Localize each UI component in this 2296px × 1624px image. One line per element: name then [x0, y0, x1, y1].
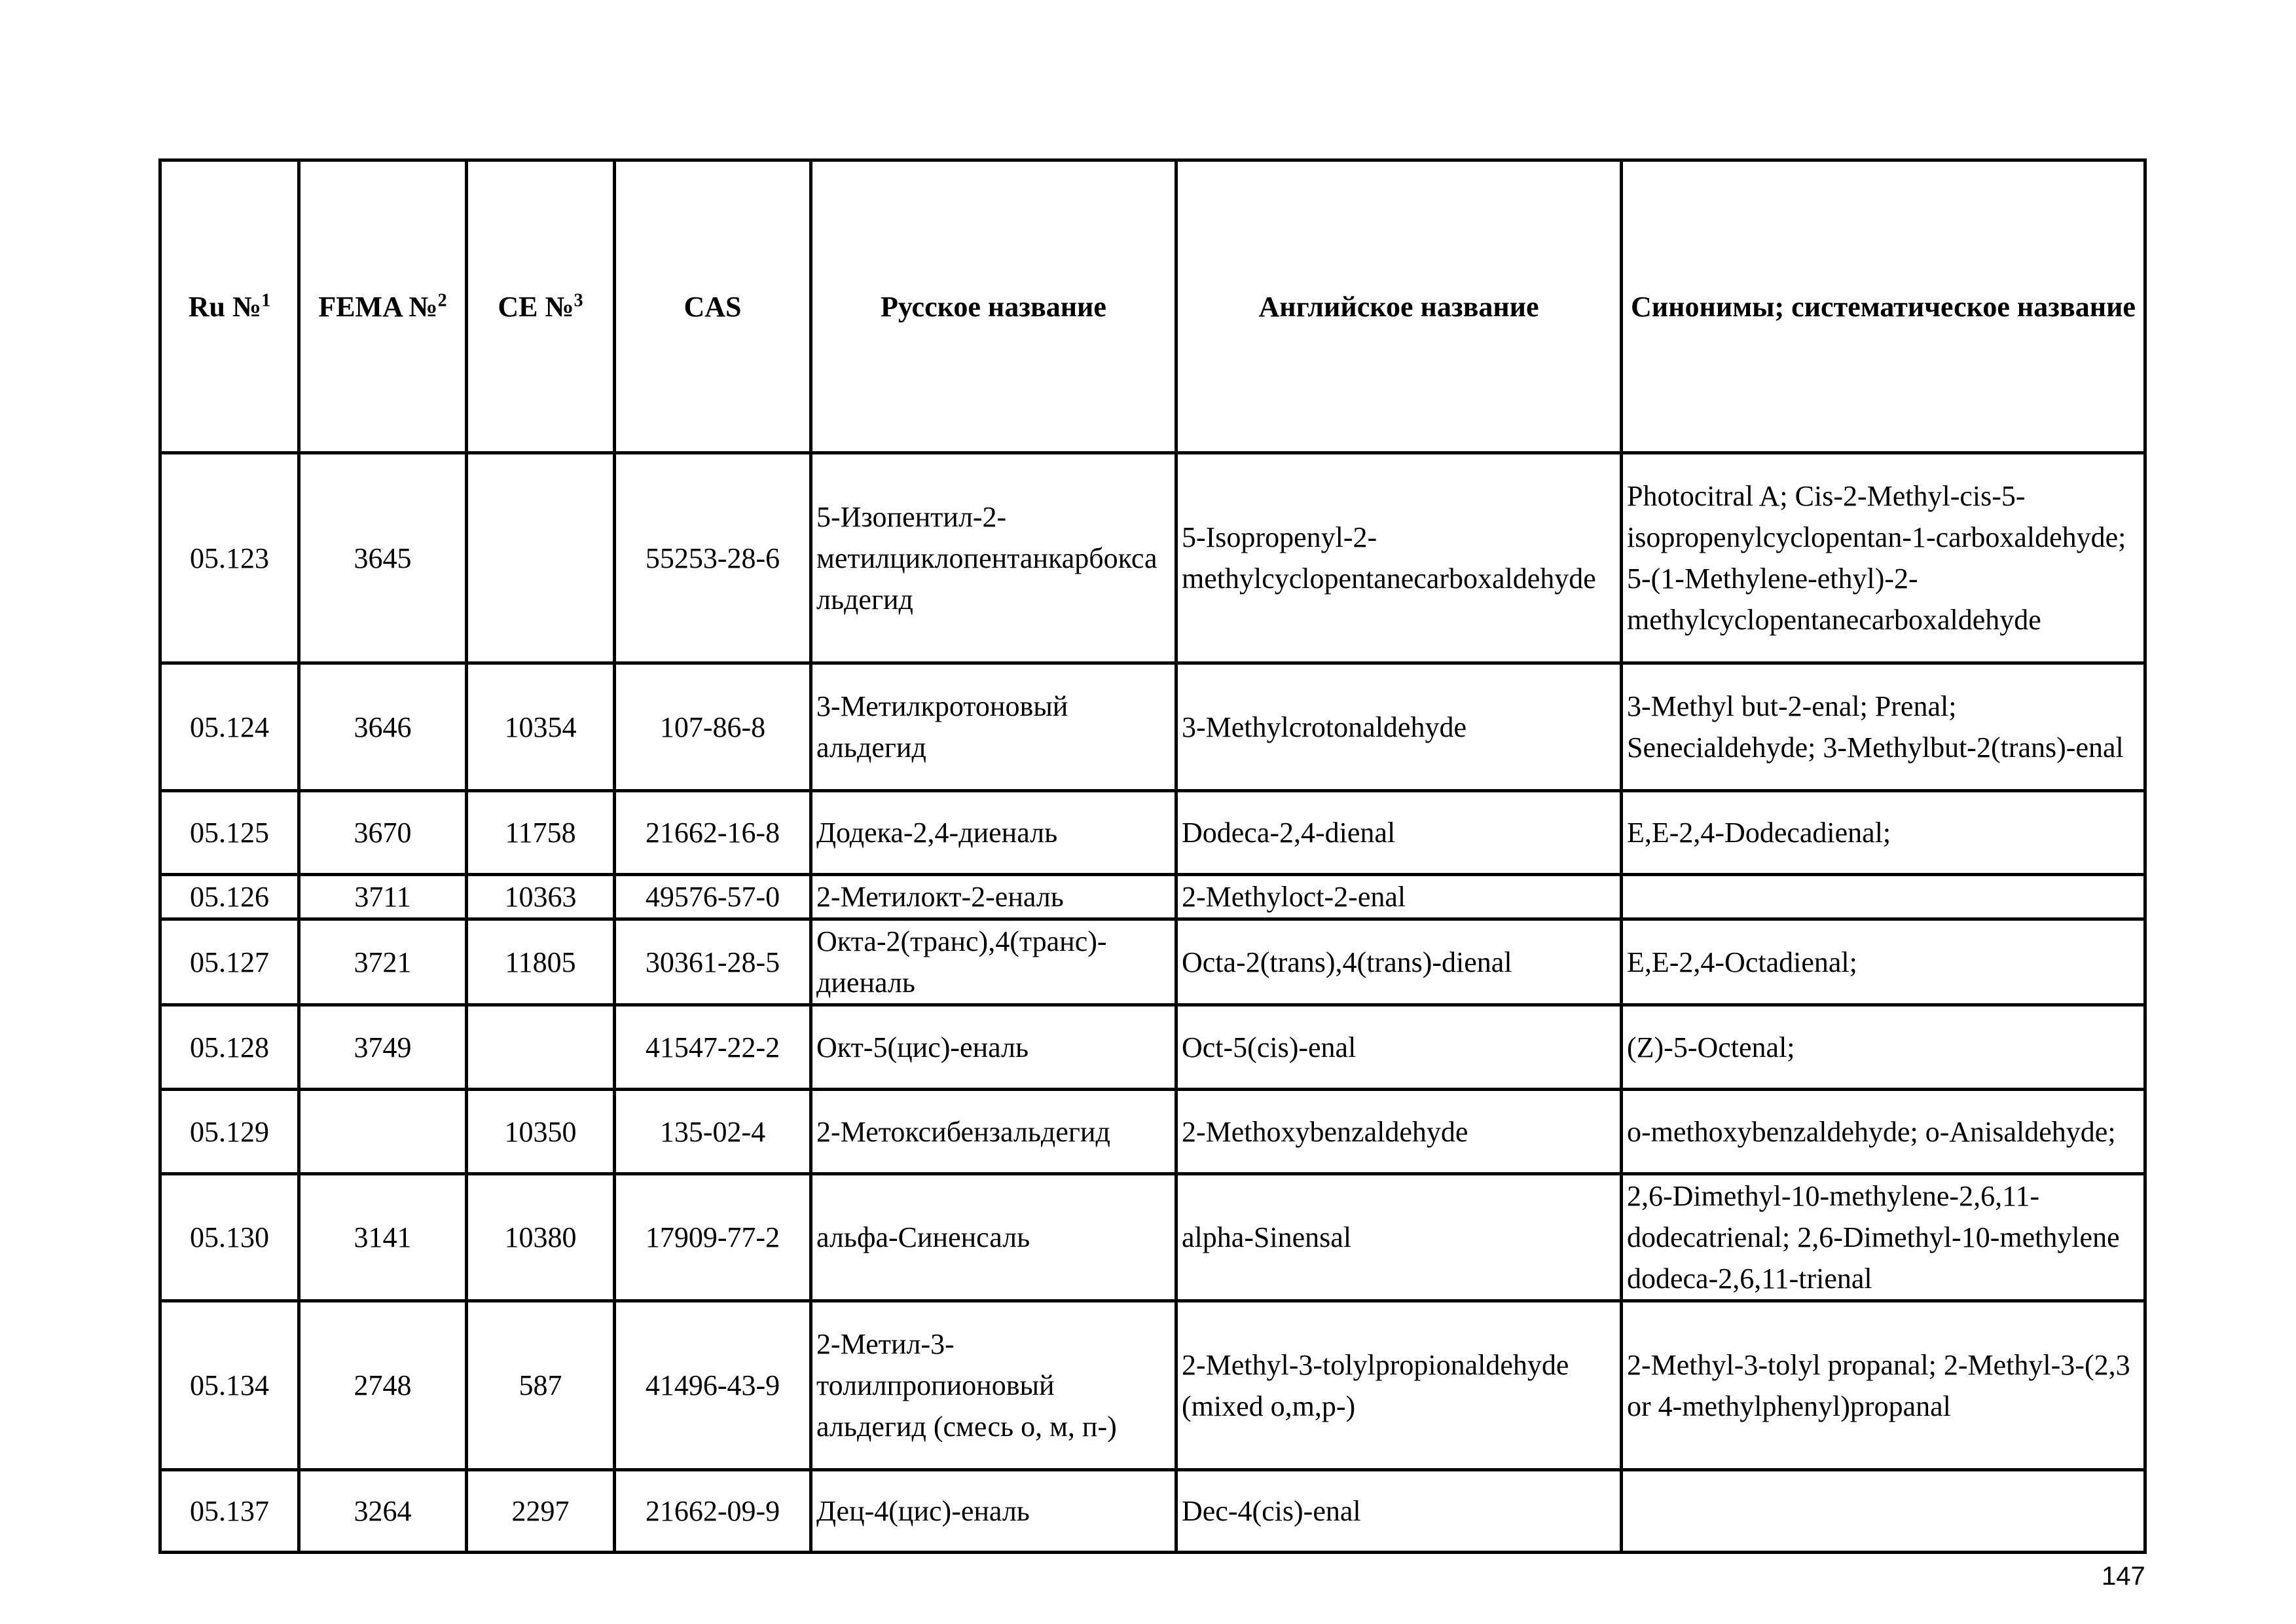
cell-fema: 3141 [299, 1174, 467, 1301]
table-row [160, 1301, 2145, 1470]
header-ru-no-label: Ru № [188, 290, 262, 323]
cell-ru: 05.137 [160, 1470, 299, 1553]
cell-cas: 41496-43-9 [615, 1301, 811, 1470]
cell-ce: 2297 [467, 1470, 615, 1553]
cell-fema: 2748 [299, 1301, 467, 1470]
cell-ce: 10354 [467, 663, 615, 791]
cell-rus: Окт-5(цис)-еналь [811, 1005, 1176, 1090]
table-row [160, 1005, 2145, 1090]
cell-eng: 5-Isopropenyl-2-methylcyclopentanecarboxaldehyde [1176, 453, 1622, 663]
footnote-ref: 2 [437, 289, 447, 310]
cell-ce: 11805 [467, 919, 615, 1005]
cell-syn: (Z)-5-Octenal; [1622, 1005, 2145, 1090]
cell-cas: 55253-28-6 [615, 453, 811, 663]
table-row [160, 875, 2145, 919]
cell-ru: 05.130 [160, 1174, 299, 1301]
cell-syn: 2,6-Dimethyl-10-methylene-2,6,11-dodecatrienal; 2,6-Dimethyl-10-methylene dodeca-2,6,11-trienal [1622, 1174, 2145, 1301]
cell-fema: 3645 [299, 453, 467, 663]
cell-ru: 05.123 [160, 453, 299, 663]
cell-cas: 17909-77-2 [615, 1174, 811, 1301]
cell-syn: E,E-2,4-Octadienal; [1622, 919, 2145, 1005]
cell-fema: 3670 [299, 791, 467, 875]
cell-fema: 3749 [299, 1005, 467, 1090]
cell-ce: 10350 [467, 1090, 615, 1174]
header-row [160, 160, 2145, 453]
cell-ru: 05.127 [160, 919, 299, 1005]
header-ce-no-label: CE № [498, 290, 574, 323]
header-ce-no [467, 160, 615, 453]
table-row [160, 1174, 2145, 1301]
cell-ce: 10363 [467, 875, 615, 919]
cell-ce [467, 453, 615, 663]
page-number: 147 [2102, 1562, 2145, 1591]
cell-rus: Додека-2,4-диеналь [811, 791, 1176, 875]
header-ru-no [160, 160, 299, 453]
cell-eng: Dodeca-2,4-dienal [1176, 791, 1622, 875]
cell-syn: 2-Methyl-3-tolyl propanal; 2-Methyl-3-(2,3 or 4-methylphenyl)propanal [1622, 1301, 2145, 1470]
cell-syn [1622, 875, 2145, 919]
cell-ce: 587 [467, 1301, 615, 1470]
cell-cas: 107-86-8 [615, 663, 811, 791]
header-fema-no [299, 160, 467, 453]
table-row [160, 919, 2145, 1005]
cell-fema: 3264 [299, 1470, 467, 1553]
cell-ce: 11758 [467, 791, 615, 875]
cell-ru: 05.125 [160, 791, 299, 875]
header-russian-name: Русское название [811, 160, 1176, 453]
flavoring-substances-table [158, 158, 2147, 1554]
cell-rus: 3-Метилкротоновый альдегид [811, 663, 1176, 791]
cell-eng: Octa-2(trans),4(trans)-dienal [1176, 919, 1622, 1005]
cell-syn: Photocitral A; Cis-2-Methyl-cis-5-isopropenylcyclopentan-1-carboxaldehyde; 5-(1-Methylene-ethyl)-2-methylcyclopentanecarboxaldehyde [1622, 453, 2145, 663]
cell-cas: 21662-16-8 [615, 791, 811, 875]
cell-cas: 30361-28-5 [615, 919, 811, 1005]
cell-syn: o-methoxybenzaldehyde; o-Anisaldehyde; [1622, 1090, 2145, 1174]
cell-rus: Окта-2(транс),4(транс)-диеналь [811, 919, 1176, 1005]
cell-ru: 05.129 [160, 1090, 299, 1174]
header-fema-no-label: FEMA № [318, 290, 438, 323]
cell-ce: 10380 [467, 1174, 615, 1301]
cell-rus: 5-Изопентил-2-метилциклопентанкарбоксальдегид [811, 453, 1176, 663]
cell-syn [1622, 1470, 2145, 1553]
cell-rus: 2-Метоксибензальдегид [811, 1090, 1176, 1174]
cell-cas: 49576-57-0 [615, 875, 811, 919]
header-synonyms: Синонимы; систематическое название [1622, 160, 2145, 453]
cell-eng: 2-Methyl-3-tolylpropionaldehyde (mixed o,m,p-) [1176, 1301, 1622, 1470]
table-row [160, 791, 2145, 875]
footnote-ref: 1 [261, 289, 271, 310]
table-row [160, 1470, 2145, 1553]
cell-cas: 135-02-4 [615, 1090, 811, 1174]
cell-fema [299, 1090, 467, 1174]
cell-fema: 3711 [299, 875, 467, 919]
cell-eng: alpha-Sinensal [1176, 1174, 1622, 1301]
cell-syn: 3-Methyl but-2-enal; Prenal; Senecialdehyde; 3-Methylbut-2(trans)-enal [1622, 663, 2145, 791]
cell-rus: альфа-Синенсаль [811, 1174, 1176, 1301]
cell-ru: 05.124 [160, 663, 299, 791]
header-english-name: Английское название [1176, 160, 1622, 453]
cell-rus: 2-Метил-3-толилпропионовый альдегид (смесь о, м, п-) [811, 1301, 1176, 1470]
cell-eng: 2-Methoxybenzaldehyde [1176, 1090, 1622, 1174]
header-cas: CAS [615, 160, 811, 453]
cell-eng: Oct-5(cis)-enal [1176, 1005, 1622, 1090]
cell-syn: E,E-2,4-Dodecadienal; [1622, 791, 2145, 875]
table-row [160, 453, 2145, 663]
cell-rus: Дец-4(цис)-еналь [811, 1470, 1176, 1553]
cell-ru: 05.126 [160, 875, 299, 919]
cell-eng: 3-Methylcrotonaldehyde [1176, 663, 1622, 791]
cell-eng: 2-Methyloct-2-enal [1176, 875, 1622, 919]
cell-cas: 41547-22-2 [615, 1005, 811, 1090]
cell-rus: 2-Метилокт-2-еналь [811, 875, 1176, 919]
cell-ce [467, 1005, 615, 1090]
cell-eng: Dec-4(cis)-enal [1176, 1470, 1622, 1553]
cell-fema: 3646 [299, 663, 467, 791]
footnote-ref: 3 [574, 289, 583, 310]
cell-ru: 05.134 [160, 1301, 299, 1470]
cell-cas: 21662-09-9 [615, 1470, 811, 1553]
cell-fema: 3721 [299, 919, 467, 1005]
cell-ru: 05.128 [160, 1005, 299, 1090]
table-row [160, 663, 2145, 791]
table-row [160, 1090, 2145, 1174]
